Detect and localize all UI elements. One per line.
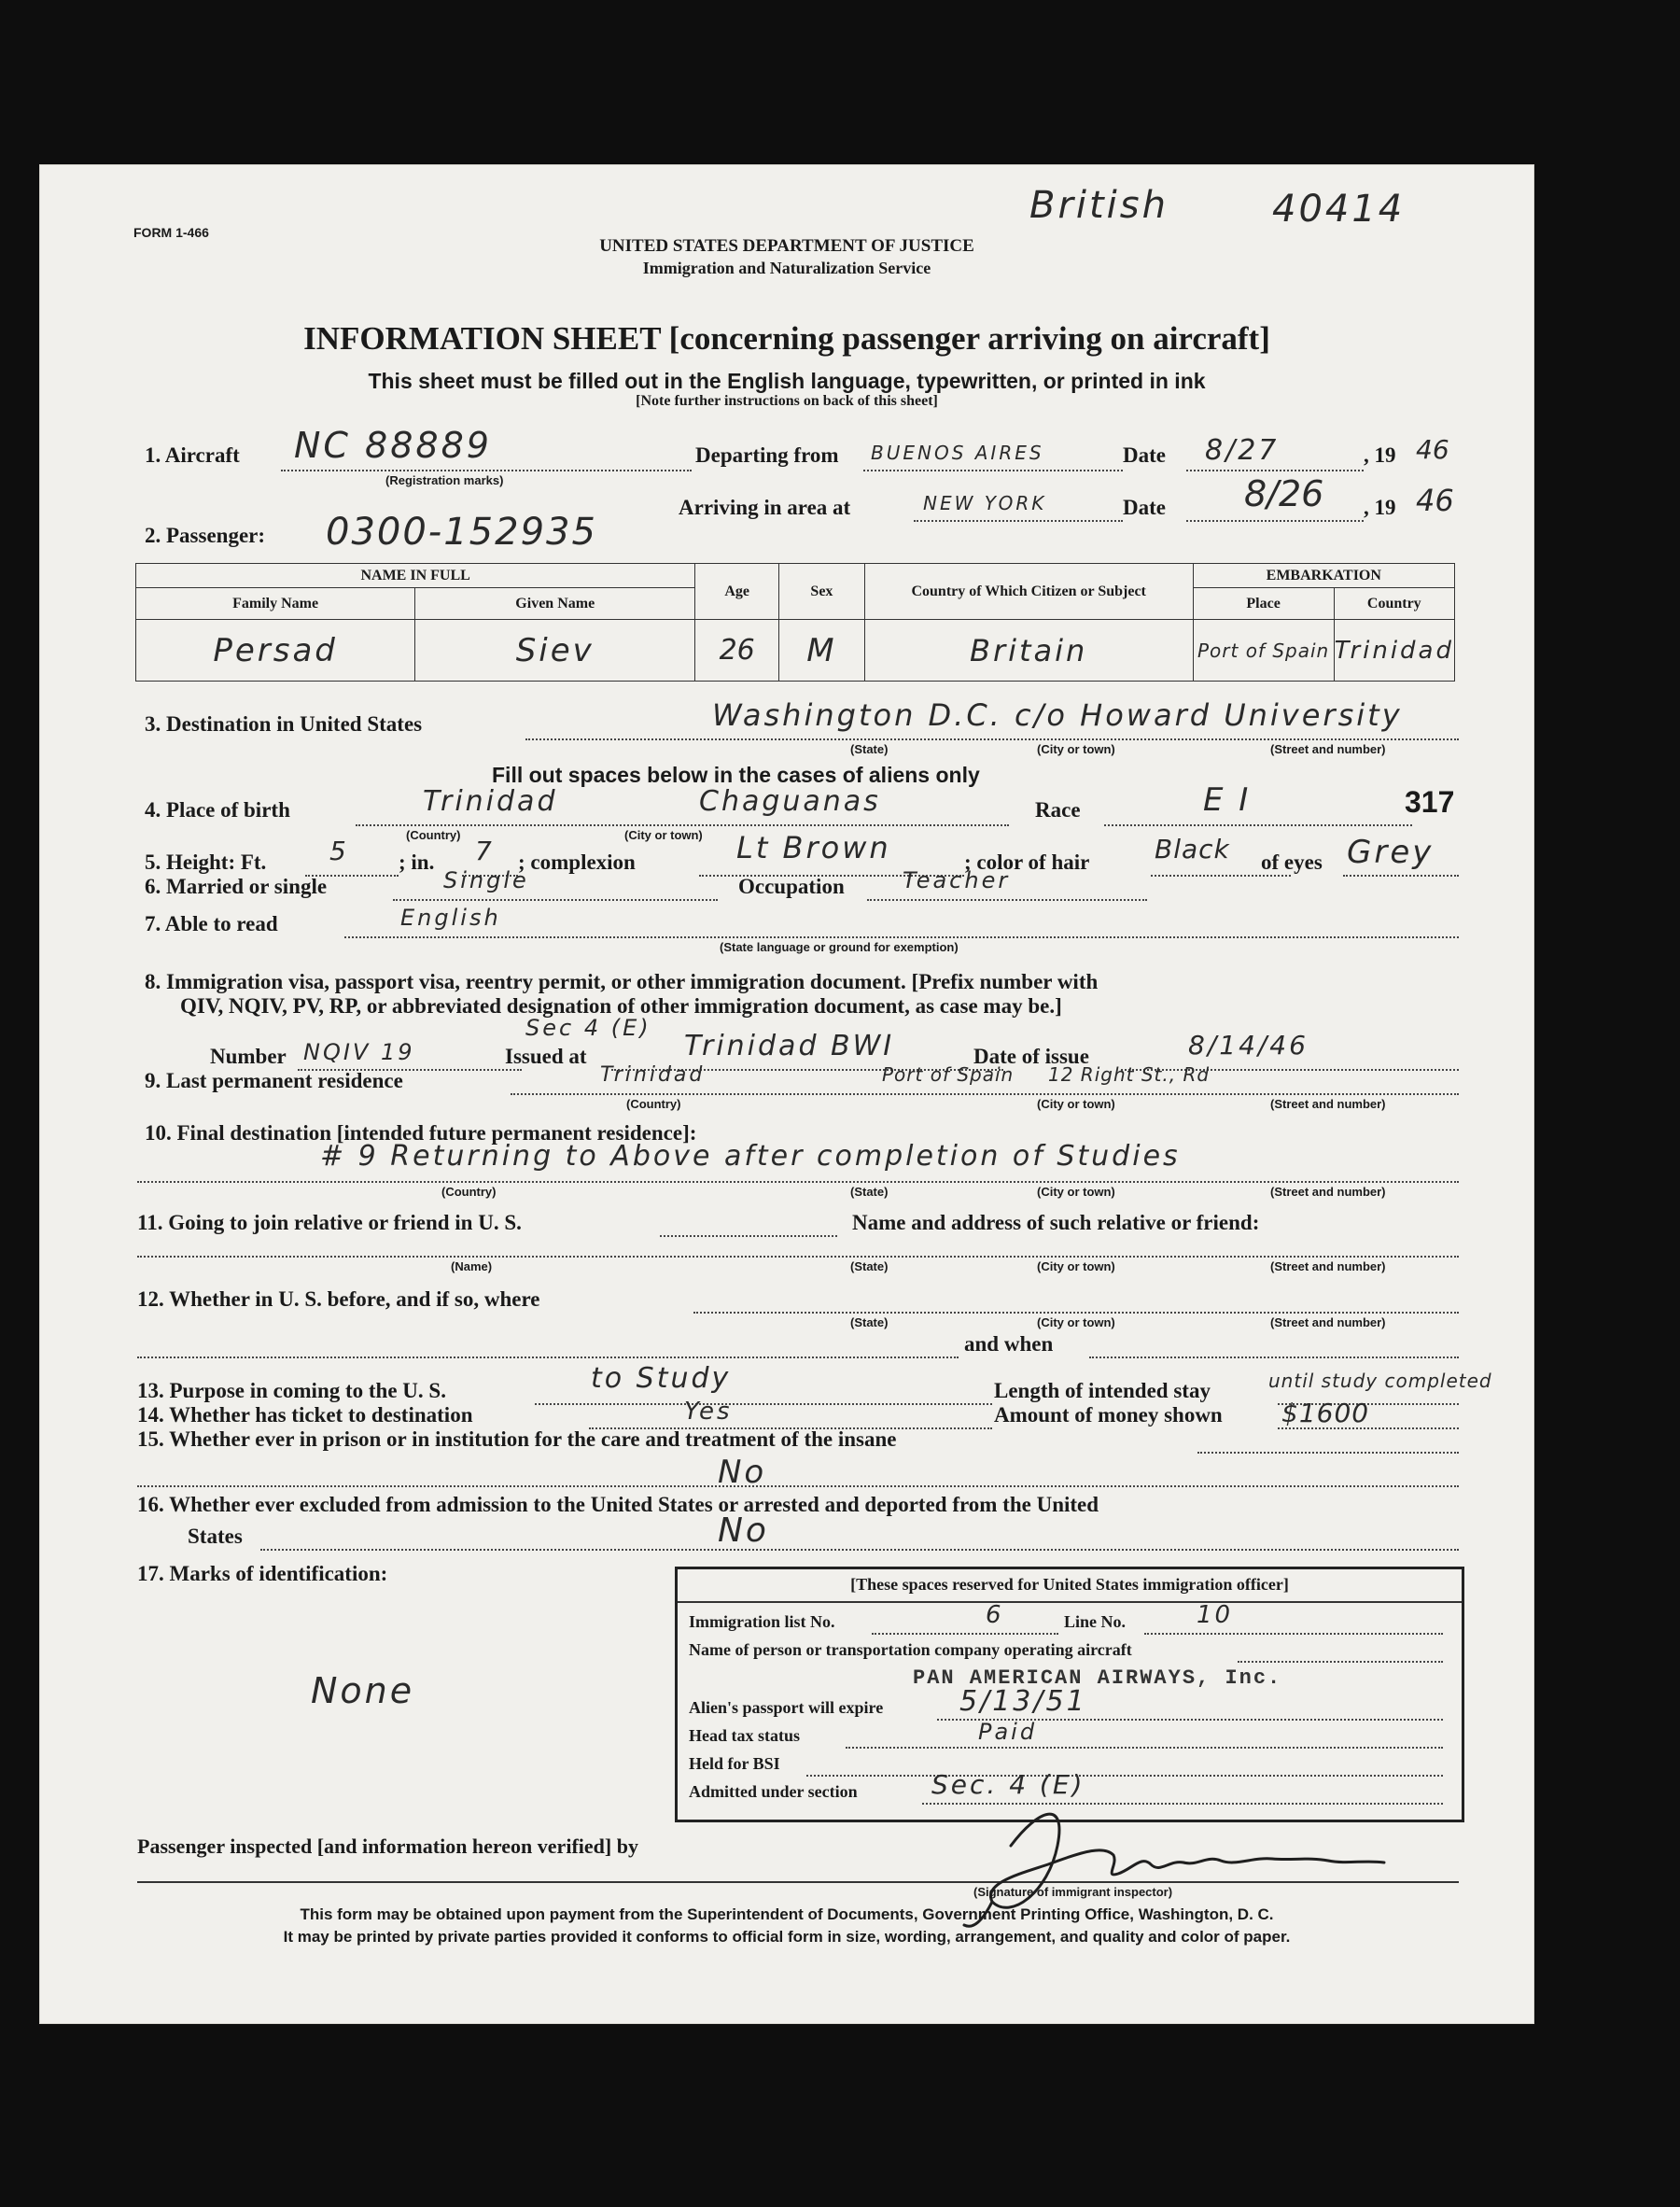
- hair-value: Black: [1155, 834, 1230, 865]
- note-line: [Note further instructions on back of this sheet]: [636, 393, 938, 409]
- identification-value: None: [311, 1670, 415, 1711]
- passport-expire-value: 5/13/51: [959, 1685, 1087, 1718]
- service-name: Immigration and Naturalization Service: [642, 259, 931, 277]
- excluded-rule: [260, 1549, 1459, 1551]
- citizen-cell: Britain: [864, 620, 1193, 682]
- join-relative-label: 11. Going to join relative or friend in U. S.: [137, 1211, 522, 1234]
- aliens-heading: Fill out spaces below in the cases of aliens only: [492, 763, 980, 787]
- sex-header: Sex: [779, 564, 865, 620]
- money-label: Amount of money shown: [994, 1403, 1223, 1427]
- final-destination-value: # 9 Returning to Above after completion of Studies: [320, 1140, 1181, 1173]
- race-code: 317: [1405, 785, 1455, 819]
- destination-label: 3. Destination in United States: [145, 712, 423, 736]
- passport-expire-label: Alien's passport will expire: [689, 1698, 884, 1717]
- country-cell: Trinidad: [1334, 620, 1454, 682]
- destination-rule: [525, 738, 1459, 740]
- place-header: Place: [1193, 588, 1334, 620]
- list-value: 6: [986, 1601, 1004, 1629]
- final-caption-country: (Country): [441, 1185, 497, 1199]
- inches-label: ; in.: [399, 850, 435, 874]
- before-caption-city: (City or town): [1037, 1315, 1115, 1329]
- age-cell: 26: [695, 620, 779, 682]
- hair-rule: [1151, 875, 1291, 877]
- destination-caption-street: (Street and number): [1270, 742, 1386, 756]
- birth-city: Chaguanas: [699, 785, 881, 818]
- eyes-rule: [1343, 875, 1459, 877]
- date-issue-label: Date of issue: [973, 1045, 1089, 1068]
- residence-street: 12 Right St., Rd: [1048, 1063, 1211, 1086]
- admitted-label: Admitted under section: [689, 1782, 858, 1801]
- headtax-rule: [846, 1747, 1443, 1749]
- operator-label: Name of person or transportation company operating aircraft: [689, 1640, 1132, 1659]
- issued-label: Issued at: [505, 1045, 587, 1068]
- sex-cell: M: [779, 620, 865, 682]
- arrive-date-rule: [1186, 520, 1364, 522]
- before-caption-street: (Street and number): [1270, 1315, 1386, 1329]
- depart-date-label: Date: [1123, 443, 1166, 467]
- final-destination-label: 10. Final destination [intended future permanent residence]:: [145, 1121, 697, 1145]
- admitted-value: Sec. 4 (E): [931, 1769, 1085, 1800]
- handwritten-nationality: British: [1029, 184, 1169, 227]
- excluded-value: No: [718, 1511, 769, 1550]
- aircraft-label: 1. Aircraft: [145, 443, 240, 467]
- family-name-cell: Persad: [136, 620, 415, 682]
- headtax-label: Head tax status: [689, 1726, 801, 1745]
- number-value: NQIV 19: [303, 1039, 415, 1065]
- excluded-line2: States: [188, 1525, 243, 1548]
- race-value: E I: [1203, 781, 1252, 819]
- arriving-value: NEW YORK: [923, 492, 1047, 514]
- prison-rule-b: [137, 1485, 1459, 1487]
- depart-date-value: 8/27: [1205, 434, 1280, 467]
- officer-box-heading: [These spaces reserved for United States immigration officer]: [850, 1575, 1289, 1594]
- name-address-label: Name and address of such relative or friend:: [852, 1211, 1260, 1234]
- departing-label: Departing from: [695, 443, 839, 467]
- read-value: English: [400, 905, 501, 931]
- date-issue-value: 8/14/46: [1188, 1030, 1309, 1061]
- final-caption-street: (Street and number): [1270, 1185, 1386, 1199]
- destination-value: Washington D.C. c/o Howard University: [712, 697, 1403, 733]
- passenger-table: [135, 563, 1455, 682]
- operator-rule: [1238, 1661, 1443, 1663]
- read-caption: (State language or ground for exemption): [720, 940, 959, 954]
- inspector-caption: (Signature of immigrant inspector): [973, 1885, 1173, 1899]
- list-rule: [872, 1633, 1058, 1635]
- when-label: and when: [964, 1332, 1054, 1356]
- given-name-cell: Siev: [415, 620, 695, 682]
- arrive-year-prefix: , 19: [1364, 496, 1396, 519]
- depart-year-prefix: , 19: [1364, 443, 1396, 467]
- line-value: 10: [1197, 1601, 1234, 1629]
- married-label: 6. Married or single: [145, 875, 328, 898]
- line-rule: [1144, 1633, 1443, 1635]
- given-name-header: Given Name: [415, 588, 695, 620]
- relative-caption-street: (Street and number): [1270, 1259, 1386, 1273]
- stay-value: until study completed: [1268, 1370, 1492, 1392]
- destination-caption-state: (State): [850, 742, 889, 756]
- country-header: Country: [1334, 588, 1454, 620]
- arrive-date-label: Date: [1123, 496, 1166, 519]
- residence-caption-street: (Street and number): [1270, 1097, 1386, 1111]
- officer-box: [675, 1567, 1464, 1822]
- handwritten-number: 40414: [1272, 188, 1406, 231]
- residence-label: 9. Last permanent residence: [145, 1069, 403, 1092]
- arriving-label: Arriving in area at: [679, 496, 851, 519]
- instruction-line: This sheet must be filled out in the English language, typewritten, or printed in ink: [368, 369, 1206, 393]
- relative-caption-name: (Name): [451, 1259, 493, 1273]
- age-header: Age: [695, 564, 779, 620]
- name-in-full-header: NAME IN FULL: [136, 564, 695, 588]
- citizen-header: Country of Which Citizen or Subject: [864, 564, 1193, 620]
- family-name-header: Family Name: [136, 588, 415, 620]
- aircraft-rule: [281, 470, 692, 471]
- ticket-label: 14. Whether has ticket to destination: [137, 1403, 473, 1427]
- visa-line2: QIV, NQIV, PV, RP, or abbreviated designation of other immigration document, as case may be.]: [180, 994, 1062, 1018]
- join-relative-rule: [660, 1235, 837, 1237]
- residence-rule: [511, 1093, 1459, 1095]
- registration-caption: (Registration marks): [385, 473, 504, 487]
- before-label: 12. Whether in U. S. before, and if so, where: [137, 1287, 540, 1311]
- purpose-rule: [535, 1403, 992, 1405]
- page-title: INFORMATION SHEET [concerning passenger arriving on aircraft]: [303, 320, 1270, 357]
- when-rule: [1089, 1357, 1459, 1358]
- married-rule: [393, 899, 718, 901]
- identification-label: 17. Marks of identification:: [137, 1562, 388, 1585]
- bsi-label: Held for BSI: [689, 1754, 780, 1773]
- list-label: Immigration list No.: [689, 1612, 835, 1631]
- prison-value: No: [718, 1454, 767, 1491]
- passenger-value: 0300-152935: [326, 511, 597, 554]
- arrive-date-value: 8/26: [1244, 473, 1324, 514]
- read-rule: [344, 936, 1459, 938]
- relative-caption-state: (State): [850, 1259, 889, 1273]
- headtax-value: Paid: [978, 1719, 1038, 1745]
- race-rule: [1104, 824, 1412, 826]
- line-label: Line No.: [1064, 1612, 1127, 1631]
- married-value: Single: [443, 867, 529, 893]
- destination-caption-city: (City or town): [1037, 742, 1115, 756]
- depart-year-value: 46: [1416, 434, 1449, 465]
- read-label: 7. Able to read: [145, 912, 278, 935]
- birth-rule: [356, 824, 1009, 826]
- residence-city: Port of Spain: [882, 1063, 1015, 1086]
- embarkation-header: EMBARKATION: [1193, 564, 1454, 588]
- department-name: UNITED STATES DEPARTMENT OF JUSTICE: [599, 236, 974, 256]
- number-label: Number: [210, 1045, 287, 1068]
- when-left-rule: [137, 1357, 959, 1358]
- final-caption-city: (City or town): [1037, 1185, 1115, 1199]
- inches-value: 7: [475, 836, 495, 866]
- form-sheet: [39, 164, 1534, 2024]
- feet-value: 5: [329, 836, 349, 866]
- occupation-rule: [867, 899, 1147, 901]
- final-destination-rule: [137, 1181, 1459, 1183]
- purpose-label: 13. Purpose in coming to the U. S.: [137, 1379, 446, 1402]
- hair-label: ; color of hair: [964, 850, 1090, 874]
- before-caption-state: (State): [850, 1315, 889, 1329]
- ticket-value: Yes: [684, 1398, 733, 1426]
- birth-caption-city: (City or town): [624, 828, 703, 842]
- passenger-label: 2. Passenger:: [145, 524, 266, 547]
- stay-label: Length of intended stay: [994, 1379, 1211, 1402]
- departing-value: BUENOS AIRES: [871, 442, 1044, 464]
- issued-value: Trinidad BWI: [684, 1030, 895, 1062]
- excluded-line1: 16. Whether ever excluded from admission to the United States or arrested and deported from the United: [137, 1493, 1099, 1516]
- race-label: Race: [1035, 798, 1081, 822]
- residence-caption-city: (City or town): [1037, 1097, 1115, 1111]
- complexion-value: Lt Brown: [736, 830, 891, 865]
- visa-line1: 8. Immigration visa, passport visa, reentry permit, or other immigration document. [Prefix number with: [145, 970, 1099, 993]
- footer-line1: This form may be obtained upon payment from the Superintendent of Documents, Government Printing Office, Washington, D. C.: [300, 1905, 1274, 1923]
- residence-country: Trinidad: [600, 1063, 706, 1087]
- operator-stamp: PAN AMERICAN AIRWAYS, Inc.: [913, 1666, 1282, 1690]
- height-label: 5. Height: Ft.: [145, 850, 267, 874]
- form-number: FORM 1-466: [133, 225, 209, 240]
- before-rule: [693, 1312, 1459, 1314]
- arrive-year-value: 46: [1416, 483, 1454, 518]
- officer-box-divider: [678, 1601, 1462, 1603]
- residence-caption-country: (Country): [626, 1097, 681, 1111]
- relative-address-rule: [137, 1256, 1459, 1258]
- aircraft-value: NC 88889: [294, 425, 492, 466]
- prison-label: 15. Whether ever in prison or in institution for the care and treatment of the insane: [137, 1427, 897, 1451]
- occupation-value: Teacher: [903, 867, 1011, 893]
- relative-caption-city: (City or town): [1037, 1259, 1115, 1273]
- eyes-value: Grey: [1347, 834, 1435, 871]
- money-value: $1600: [1281, 1398, 1370, 1428]
- prison-rule-a: [1197, 1452, 1459, 1454]
- bsi-rule: [806, 1775, 1443, 1777]
- eyes-label: of eyes: [1261, 850, 1323, 874]
- purpose-value: to Study: [591, 1362, 732, 1395]
- departing-rule: [863, 470, 1123, 471]
- section-note: Sec 4 (E): [525, 1015, 651, 1041]
- footer-line2: It may be printed by private parties provided it conforms to official form in size, wording, arrangement, and quality and color of paper.: [283, 1928, 1291, 1946]
- birth-caption-country: (Country): [406, 828, 461, 842]
- place-cell: Port of Spain: [1193, 620, 1334, 682]
- complexion-label: ; complexion: [518, 850, 636, 874]
- final-caption-state: (State): [850, 1185, 889, 1199]
- birth-country: Trinidad: [423, 785, 558, 818]
- depart-date-rule: [1186, 470, 1364, 471]
- inspection-label: Passenger inspected [and information hereon verified] by: [137, 1834, 638, 1858]
- arriving-rule: [914, 520, 1123, 522]
- occupation-label: Occupation: [738, 875, 845, 898]
- birth-label: 4. Place of birth: [145, 798, 290, 822]
